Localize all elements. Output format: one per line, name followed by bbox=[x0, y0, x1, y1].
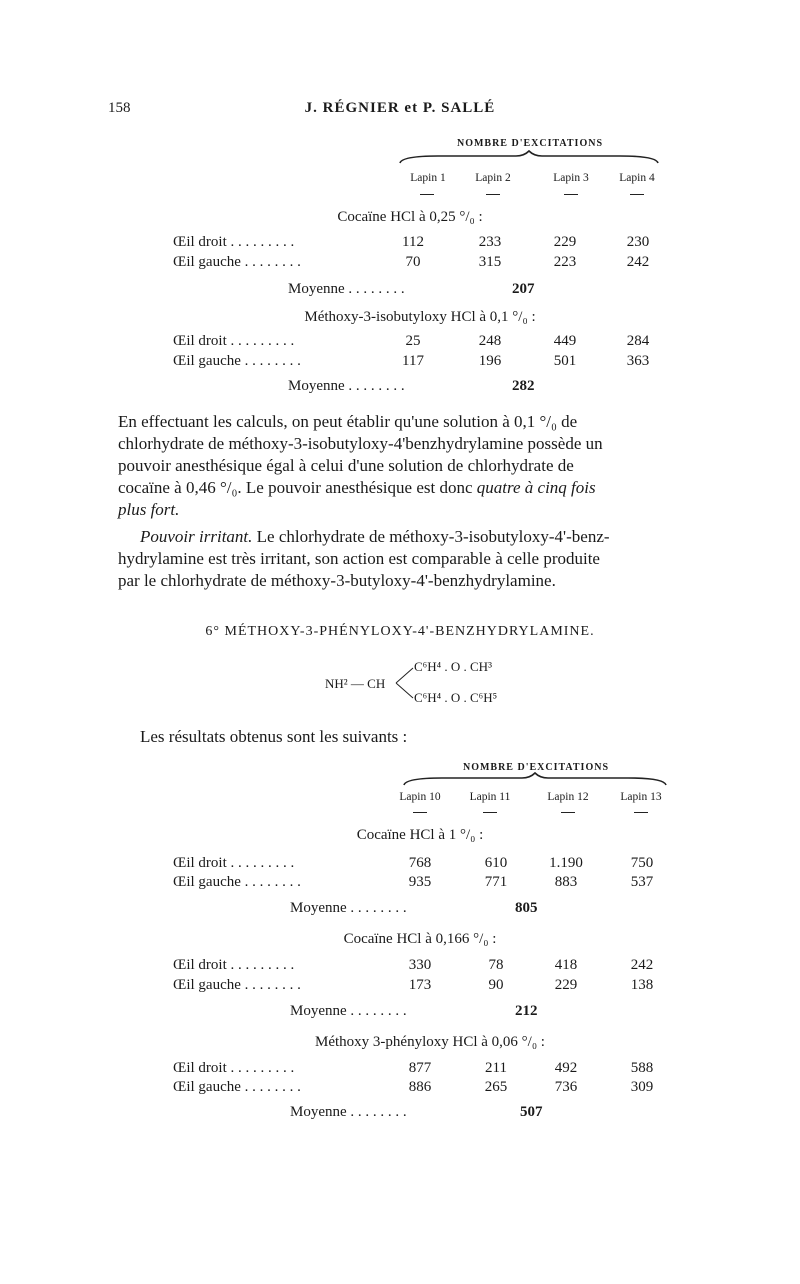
table1-cell: 449 bbox=[553, 333, 577, 349]
table2-cell: 610 bbox=[484, 855, 508, 871]
paragraph-line bbox=[118, 499, 708, 521]
table2-cell: 886 bbox=[408, 1079, 432, 1095]
column-rule bbox=[561, 812, 575, 813]
table2-cell: 877 bbox=[408, 1060, 432, 1076]
column-rule bbox=[564, 194, 578, 195]
paragraph-line: hydrylamine est très irritant, son action est comparable à celle produite bbox=[118, 549, 600, 568]
column-rule bbox=[413, 812, 427, 813]
paragraph-line: cocaïne à 0,46 °/₀. Le pouvoir anesthésique est donc quatre à cinq fois bbox=[118, 478, 596, 497]
table2-cell: 330 bbox=[408, 957, 432, 973]
table2-cell: 588 bbox=[630, 1060, 654, 1076]
column-rule bbox=[630, 194, 644, 195]
table1-mean-value: 282 bbox=[512, 378, 535, 394]
table2-cell: 418 bbox=[554, 957, 578, 973]
paragraph-line: En effectuant les calculs, on peut établir qu'une solution à 0,1 °/₀ de bbox=[118, 412, 578, 431]
table1-mean-label: Moyenne . . . . . . . . bbox=[288, 378, 405, 394]
column-rule bbox=[486, 194, 500, 195]
table1-cell: 230 bbox=[626, 234, 650, 250]
table1-heading: NOMBRE D'EXCITATIONS bbox=[456, 138, 604, 149]
table2-row-label: Œil gauche . . . . . . . . bbox=[173, 1079, 301, 1095]
table2-mean-label: Moyenne . . . . . . . . bbox=[290, 900, 407, 916]
table1-row-label: Œil droit . . . . . . . . . bbox=[173, 234, 295, 250]
table2-row-label: Œil droit . . . . . . . . . bbox=[173, 855, 295, 871]
table2-row-label: Œil gauche . . . . . . . . bbox=[173, 874, 301, 890]
table2-cell: 309 bbox=[630, 1079, 654, 1095]
table2-row-label: Œil droit . . . . . . . . . bbox=[173, 1060, 295, 1076]
formula-left: NH² — CH bbox=[325, 676, 386, 691]
page-number: 158 bbox=[108, 100, 131, 116]
table1-cell: 70 bbox=[405, 254, 421, 270]
table2-col-4: Lapin 13 bbox=[620, 791, 662, 803]
table2-cell: 242 bbox=[630, 957, 654, 973]
formula-bottom: C⁶H⁴ . O . C⁶H⁵ bbox=[414, 690, 498, 705]
paragraph-line: Pouvoir irritant. Le chlorhydrate de méthoxy-3-isobutyloxy-4'-benz- bbox=[140, 527, 610, 546]
table2-cell: 935 bbox=[408, 874, 432, 890]
paragraph-irritant bbox=[118, 526, 708, 592]
table2-col-3: Lapin 12 bbox=[547, 791, 589, 803]
running-title: J. RÉGNIER et P. SALLÉ bbox=[304, 100, 496, 116]
paragraph-anesthetic bbox=[118, 411, 708, 521]
table2-cell: 90 bbox=[488, 977, 504, 993]
emphasis-text: plus fort. bbox=[118, 500, 180, 519]
table2-group2-title: Cocaïne HCl à 0,166 °/₀ : bbox=[343, 931, 497, 947]
table1-col-4: Lapin 4 bbox=[619, 172, 655, 184]
table2-col-1: Lapin 10 bbox=[399, 791, 441, 803]
table1-row-label: Œil droit . . . . . . . . . bbox=[173, 333, 295, 349]
table1-cell: 229 bbox=[553, 234, 577, 250]
table2-mean-value: 805 bbox=[515, 900, 538, 916]
table2-cell: 229 bbox=[554, 977, 578, 993]
table2-cell: 492 bbox=[554, 1060, 578, 1076]
table1-cell: 284 bbox=[626, 333, 650, 349]
table1-cell: 117 bbox=[402, 353, 424, 369]
table2-group3-title: Méthoxy 3-phényloxy HCl à 0,06 °/₀ : bbox=[315, 1034, 545, 1050]
table2-cell: 265 bbox=[484, 1079, 508, 1095]
table2-cell: 173 bbox=[408, 977, 432, 993]
running-header bbox=[0, 100, 800, 124]
table1-group1-title: Cocaïne HCl à 0,25 °/₀ : bbox=[337, 209, 483, 225]
column-rule bbox=[634, 812, 648, 813]
table2-col-2: Lapin 11 bbox=[469, 791, 511, 803]
table1-cell: 223 bbox=[553, 254, 577, 270]
table1-cell: 196 bbox=[478, 353, 502, 369]
table2-brace bbox=[402, 772, 668, 788]
table2-cell: 750 bbox=[630, 855, 654, 871]
formula-branch-lines bbox=[395, 665, 415, 701]
column-rule bbox=[420, 194, 434, 195]
table1-cell: 25 bbox=[405, 333, 421, 349]
table2-cell: 1.190 bbox=[549, 855, 583, 871]
section-title: 6° MÉTHOXY-3-PHÉNYLOXY-4'-BENZHYDRYLAMINE. bbox=[205, 624, 595, 639]
table2-row-label: Œil gauche . . . . . . . . bbox=[173, 977, 301, 993]
table1-mean-value: 207 bbox=[512, 281, 535, 297]
formula-top: C⁶H⁴ . O . CH³ bbox=[414, 659, 492, 674]
table2-group1-title: Cocaïne HCl à 1 °/₀ : bbox=[356, 827, 484, 843]
column-rule bbox=[483, 812, 497, 813]
results-intro: Les résultats obtenus sont les suivants : bbox=[140, 727, 408, 746]
table1-col-3: Lapin 3 bbox=[553, 172, 589, 184]
emphasis-text: quatre à cinq fois bbox=[476, 478, 596, 497]
table1-row-label: Œil gauche . . . . . . . . bbox=[173, 254, 301, 270]
table1-col-2: Lapin 2 bbox=[475, 172, 511, 184]
table1-cell: 501 bbox=[553, 353, 577, 369]
table1-cell: 248 bbox=[478, 333, 502, 349]
table1-mean-label: Moyenne . . . . . . . . bbox=[288, 281, 405, 297]
table1-cell: 112 bbox=[402, 234, 424, 250]
table2-cell: 768 bbox=[408, 855, 432, 871]
table2-heading: NOMBRE D'EXCITATIONS bbox=[462, 762, 610, 773]
paragraph-line: chlorhydrate de méthoxy-3-isobutyloxy-4'benzhydrylamine possède un bbox=[118, 434, 603, 453]
table2-cell: 78 bbox=[488, 957, 504, 973]
table2-row-label: Œil droit . . . . . . . . . bbox=[173, 957, 295, 973]
table1-cell: 363 bbox=[626, 353, 650, 369]
emphasis-text: Pouvoir irritant. bbox=[140, 527, 253, 546]
table2-mean-value: 507 bbox=[520, 1104, 543, 1120]
table2-cell: 537 bbox=[630, 874, 654, 890]
table2-cell: 771 bbox=[484, 874, 508, 890]
table1-row-label: Œil gauche . . . . . . . . bbox=[173, 353, 301, 369]
table2-mean-value: 212 bbox=[515, 1003, 538, 1019]
table1-cell: 242 bbox=[626, 254, 650, 270]
table2-mean-label: Moyenne . . . . . . . . bbox=[290, 1003, 407, 1019]
table2-cell: 211 bbox=[485, 1060, 507, 1076]
table1-cell: 315 bbox=[478, 254, 502, 270]
table1-group2-title: Méthoxy-3-isobutyloxy HCl à 0,1 °/₀ : bbox=[304, 309, 536, 325]
table2-cell: 138 bbox=[630, 977, 654, 993]
paragraph-line: pouvoir anesthésique égal à celui d'une solution de chlorhydrate de bbox=[118, 456, 574, 475]
table2-cell: 883 bbox=[554, 874, 578, 890]
paragraph-line: par le chlorhydrate de méthoxy-3-butyloxy-4'-benzhydrylamine. bbox=[118, 571, 556, 590]
table1-brace bbox=[398, 150, 660, 166]
table2-cell: 736 bbox=[554, 1079, 578, 1095]
table1-cell: 233 bbox=[478, 234, 502, 250]
table2-mean-label: Moyenne . . . . . . . . bbox=[290, 1104, 407, 1120]
table1-col-1: Lapin 1 bbox=[410, 172, 446, 184]
